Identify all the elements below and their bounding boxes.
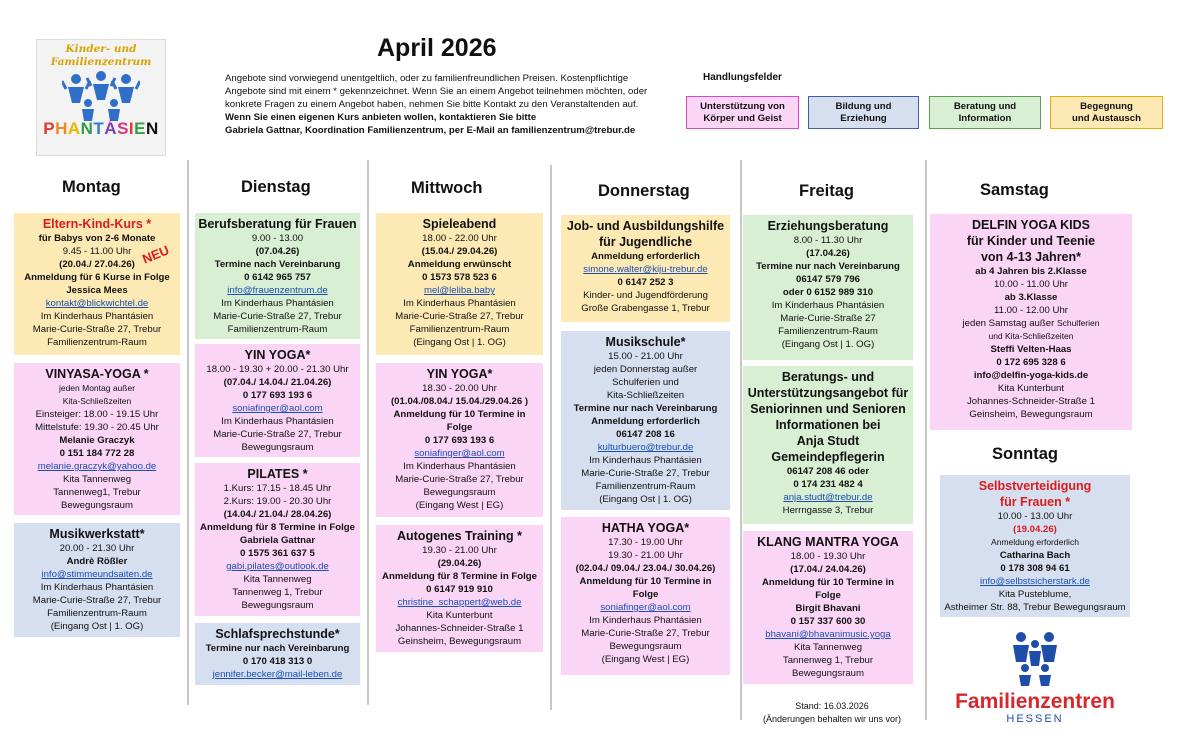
family-icon bbox=[1009, 630, 1061, 686]
column-divider bbox=[925, 160, 927, 720]
email-link[interactable]: soniafinger@aol.com bbox=[414, 448, 505, 459]
card-schlafsprechstunde: Schlafsprechstunde* Termine nur nach Vereinbarung 0 170 418 313 0 jennifer.becker@mail-leben.de bbox=[195, 623, 360, 685]
email-link[interactable]: christine_schappert@web.de bbox=[397, 597, 522, 608]
card-spieleabend: Spieleabend 18.00 - 22.00 Uhr (15.04./ 29.04.26) Anmeldung erwünscht 0 1573 578 523 6 mel@leliba.baby Im Kinderhaus Phantásien Marie-Curie-Straße 27, Trebur Familienzentrum-Raum (Eingang Ost | 1. OG) bbox=[376, 213, 543, 355]
day-heading-freitag: Freitag bbox=[799, 182, 855, 200]
card-musikschule: Musikschule* 15.00 - 21.00 Uhr jeden Donnerstag außer Schulferien und Kita-Schließzeiten Termine nur nach Vereinbarung Anmeldung erforderlich 06147 208 16 kulturbuero@trebur.de Im Kinderhaus Phantásien Marie-Curie-Straße 27, Trebur Familienzentrum-Raum (Eingang Ost | 1. OG) bbox=[561, 331, 730, 510]
email-link[interactable]: soniafinger@aol.com bbox=[600, 602, 691, 613]
card-delfin-yoga-kids: DELFIN YOGA KIDS für Kinder und Teenie von 4-13 Jahren* ab 4 Jahren bis 2.Klasse 10.00 - 11.00 Uhr ab 3.Klasse 11.00 - 12.00 Uhr jeden Samstag außer Schulferien und Kita-Schließzeiten Steffi Velten-Haas 0 172 695 328 6 info@delfin-yoga-kids.de Kita Kunterbunt Johannes-Schneider-Straße 1 Geinsheim, Bewegungsraum bbox=[930, 214, 1132, 430]
day-heading-sonntag: Sonntag bbox=[992, 445, 1058, 463]
card-yin-yoga-dienstag: YIN YOGA* 18.00 - 19.30 + 20.00 - 21.30 Uhr (07.04./ 14.04./ 21.04.26) 0 177 693 193 6 soniafinger@aol.com Im Kinderhaus Phantásien Marie-Curie-Straße 27, Trebur Bewegungsraum bbox=[195, 344, 360, 457]
card-vinyasa-yoga: VINYASA-YOGA * jeden Montag außer Kita-Schließzeiten Einsteiger: 18.00 - 19.15 Uhr Mittelstufe: 19.30 - 20.45 Uhr Melanie Graczyk 0 151 184 772 28 melanie.graczyk@yahoo.de Kita Tannenweg Tannenweg1, Trebur Bewegungsraum bbox=[14, 363, 180, 515]
email-link[interactable]: bhavani@bhavanimusic.yoga bbox=[765, 629, 891, 640]
email-link[interactable]: info@selbstsicherstark.de bbox=[980, 576, 1090, 587]
card-senioren-beratung: Beratungs- und Unterstützungsangebot für Seniorinnen und Senioren Informationen bei Anja Studt Gemeindepflegerin 06147 208 46 oder 0 174 231 482 4 anja.studt@trebur.de Herrngasse 3, Trebur bbox=[743, 366, 913, 524]
column-divider bbox=[187, 160, 189, 705]
email-link[interactable]: simone.walter@kiju-trebur.de bbox=[583, 264, 708, 275]
day-heading-montag: Montag bbox=[62, 178, 121, 196]
fz-logo-sub: HESSEN bbox=[1006, 713, 1064, 725]
legend-bildung-erziehung: Bildung und Erziehung bbox=[808, 96, 919, 129]
email-link[interactable]: jennifer.becker@mail-leben.de bbox=[212, 669, 343, 680]
card-job-ausbildungshilfe: Job- und Ausbildungshilfe für Jugendliche Anmeldung erforderlich simone.walter@kiju-trebur.de 0 6147 252 3 Kinder- und Jugendförderung Große Grabengasse 1, Trebur bbox=[561, 215, 730, 322]
email-link[interactable]: info@stimmeundsaiten.de bbox=[41, 569, 153, 580]
email-link[interactable]: anja.studt@trebur.de bbox=[783, 492, 873, 503]
card-klang-mantra-yoga: KLANG MANTRA YOGA 18.00 - 19.30 Uhr (17.04./ 24.04.26) Anmeldung für 10 Termine in Folge Birgit Bhavani 0 157 337 600 30 bhavani@bhavanimusic.yoga Kita Tannenweg Tannenweg 1, Trebur Bewegungsraum bbox=[743, 531, 913, 684]
fz-logo-word: Familienzentren bbox=[955, 690, 1115, 713]
card-autogenes-training: Autogenes Training * 19.30 - 21.00 Uhr (29.04.26) Anmeldung für 8 Termine in Folge 0 6147 919 910 christine_schappert@web.de Kita Kunterbunt Johannes-Schneider-Straße 1 Geinsheim, Bewegungsraum bbox=[376, 525, 543, 652]
people-icon bbox=[62, 71, 140, 121]
stand-note: Stand: 16.03.2026 (Änderungen behalten wir uns vor) bbox=[762, 701, 902, 724]
legend-koerper-geist: Unterstützung von Körper und Geist bbox=[686, 96, 799, 129]
intro-text: Angebote sind vorwiegend unentgeltlich, oder zu familienfreundlichen Preisen. Kostenpflichtige Angebote sind mit einem * gekennzeichnet. Wenn Sie an einem Angebot teilnehmen möchten, oder konkrete Fragen zu einem Angebot haben, nehmen Sie bitte Kontakt zu den Veranstaltenden auf. Wenn Sie einen eigenen Kurs anbieten wollen, kontaktieren Sie bitte Gabriela Gattnar, Koordination Familienzentrum, per E-Mail an familienzentrum@trebur.de bbox=[225, 73, 648, 136]
familienzentren-hessen-logo bbox=[955, 630, 1115, 725]
legend-beratung-information: Beratung und Information bbox=[929, 96, 1041, 129]
page-title: April 2026 bbox=[377, 34, 497, 62]
email-link[interactable]: info@frauenzentrum.de bbox=[227, 285, 328, 296]
phantasien-logo bbox=[36, 39, 166, 156]
email-link[interactable]: soniafinger@aol.com bbox=[232, 403, 323, 414]
logo-line-1: Kinder- und bbox=[65, 43, 137, 55]
email-link[interactable]: mel@leliba.baby bbox=[423, 285, 496, 296]
email-link[interactable]: gabi.pilates@outlook.de bbox=[226, 561, 329, 572]
card-musikwerkstatt: Musikwerkstatt* 20.00 - 21.30 Uhr Andrè Rößler info@stimmeundsaiten.de Im Kinderhaus Phantásien Marie-Curie-Straße 27, Trebur Familienzentrum-Raum (Eingang Ost | 1. OG) bbox=[14, 523, 180, 637]
card-pilates: PILATES * 1.Kurs: 17.15 - 18.45 Uhr 2.Kurs: 19.00 - 20.30 Uhr (14.04./ 21.04./ 28.04.26) Anmeldung für 8 Termine in Folge Gabriela Gattnar 0 1575 361 637 5 gabi.pilates@outlook.de Kita Tannenweg Tannenweg 1, Trebur Bewegungsraum bbox=[195, 463, 360, 616]
logo-line-2: Familienzentrum bbox=[50, 56, 152, 68]
day-heading-donnerstag: Donnerstag bbox=[598, 182, 690, 200]
card-erziehungsberatung: Erziehungsberatung 8.00 - 11.30 Uhr (17.04.26) Termine nur nach Vereinbarung 06147 579 796 oder 0 6152 989 310 Im Kinderhaus Phantásien Marie-Curie-Straße 27 Familienzentrum-Raum (Eingang Ost | 1. OG) bbox=[743, 215, 913, 360]
email-link[interactable]: kontakt@blickwichtel.de bbox=[45, 298, 149, 309]
day-heading-dienstag: Dienstag bbox=[241, 178, 311, 196]
card-yin-yoga-mittwoch: YIN YOGA* 18.30 - 20.00 Uhr (01.04./08.04./ 15.04./29.04.26 ) Anmeldung für 10 Termine in Folge 0 177 693 193 6 soniafinger@aol.com Im Kinderhaus Phantásien Marie-Curie-Straße 27, Trebur Bewegungsraum (Eingang West | EG) bbox=[376, 363, 543, 517]
email-link[interactable]: kulturbuero@trebur.de bbox=[597, 442, 694, 453]
column-divider bbox=[550, 165, 552, 710]
card-berufsberatung: Berufsberatung für Frauen 9.00 - 13.00 (07.04.26) Termine nach Vereinbarung 0 6142 965 757 info@frauenzentrum.de Im Kinderhaus Phantásien Marie-Curie-Straße 27, Trebur Familienzentrum-Raum bbox=[195, 213, 360, 339]
card-selbstverteidigung: Selbstverteidigung für Frauen * 10.00 - 13.00 Uhr (19.04.26) Anmeldung erforderlich Catharina Bach 0 178 308 94 61 info@selbstsicherstark.de Kita Pusteblume, Astheimer Str. 88, Trebur Bewegungsraum bbox=[940, 475, 1130, 617]
card-hatha-yoga: HATHA YOGA* 17.30 - 19.00 Uhr 19.30 - 21.00 Uhr (02.04./ 09.04./ 23.04./ 30.04.26) Anmeldung für 10 Termine in Folge soniafinger@aol.com Im Kinderhaus Phantásien Marie-Curie-Straße 27, Trebur Bewegungsraum (Eingang West | EG) bbox=[561, 517, 730, 675]
legend-begegnung-austausch: Begegnung und Austausch bbox=[1050, 96, 1163, 129]
new-badge: NEU bbox=[140, 242, 172, 267]
day-heading-samstag: Samstag bbox=[980, 181, 1049, 199]
column-divider bbox=[367, 160, 369, 705]
day-heading-mittwoch: Mittwoch bbox=[411, 179, 483, 197]
column-divider bbox=[740, 160, 742, 720]
logo-word: PHANTÁSIEN bbox=[43, 119, 159, 138]
email-link[interactable]: melanie.graczyk@yahoo.de bbox=[37, 461, 157, 472]
legend-title: Handlungsfelder bbox=[703, 72, 782, 83]
card-eltern-kind-kurs: Eltern-Kind-Kurs * für Babys von 2-6 Monate 9.45 - 11.00 Uhr (20.04./ 27.04.26) Anmeldung für 6 Kurse in Folge Jessica Mees kontakt@blickwichtel.de Im Kinderhaus Phantásien Marie-Curie-Straße 27, Trebur Familienzentrum-Raum bbox=[14, 213, 180, 355]
